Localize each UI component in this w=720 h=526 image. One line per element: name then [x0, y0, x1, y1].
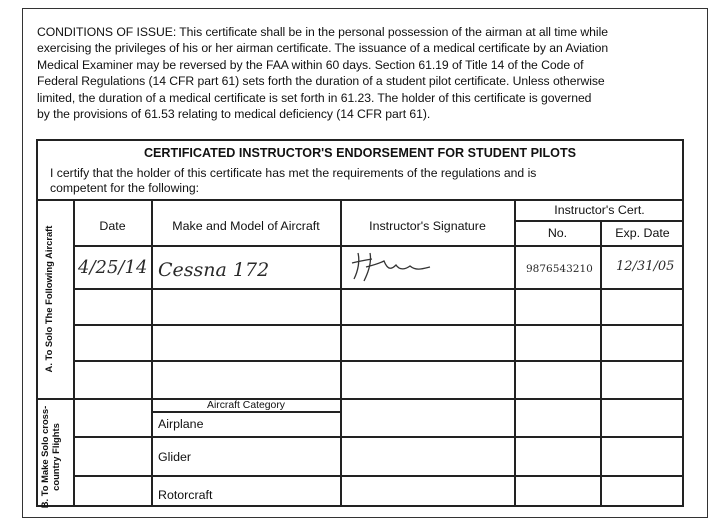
conditions-line: limited, the duration of a medical certificate is set forth in 61.23. The holder of this certificate is governed	[37, 90, 592, 105]
endorsement-title: CERTIFICATED INSTRUCTOR'S ENDORSEMENT FOR STUDENT PILOTS	[143, 146, 577, 160]
grid-line	[74, 436, 684, 438]
handwritten-aircraft: Cessna 172	[158, 259, 270, 281]
certify-line: competent for the following:	[50, 181, 200, 195]
column-header-signature: Instructor's Signature	[369, 219, 486, 233]
grid-line	[74, 475, 684, 477]
column-header-instructor-cert: Instructor's Cert.	[554, 203, 645, 217]
conditions-of-issue	[37, 24, 697, 122]
grid-line	[38, 199, 684, 201]
grid-line	[74, 288, 684, 290]
conditions-line: Medical Examiner may be reversed by the FAA within 60 days. Section 61.19 of Title 14 of the Code of	[37, 57, 584, 72]
instructor-signature-icon	[348, 249, 438, 285]
section-a-label: A. To Solo The Following Aircraft	[43, 225, 54, 373]
category-glider: Glider	[158, 450, 192, 464]
conditions-line: exercising the privileges of his or her airman certificate. The issuance of a medical certificate by an Aviation	[37, 41, 609, 56]
column-header-exp-date: Exp. Date	[615, 226, 670, 240]
endorsement-box	[36, 139, 684, 507]
handwritten-cert-no: 9876543210	[526, 263, 593, 275]
certify-line: I certify that the holder of this certificate has met the requirements of the regulations and is	[50, 166, 537, 180]
conditions-line: CONDITIONS OF ISSUE: This certificate shall be in the personal possession of the airman at all time while	[37, 25, 608, 39]
column-header-make-model: Make and Model of Aircraft	[172, 219, 320, 233]
column-header-cert-no: No.	[547, 226, 568, 240]
grid-line	[152, 411, 340, 413]
grid-line	[340, 199, 342, 507]
grid-line	[74, 245, 684, 247]
conditions-line: Federal Regulations (14 CFR part 61) sets forth the duration of a student pilot certificate. Unless otherwise	[37, 74, 605, 89]
grid-line	[73, 199, 75, 507]
grid-line	[74, 360, 684, 362]
grid-line	[600, 220, 602, 507]
grid-line	[38, 398, 684, 400]
handwritten-exp-date: 12/31/05	[616, 259, 675, 274]
certify-statement	[50, 166, 536, 196]
conditions-line: by the provisions of 61.53 relating to medical deficiency (14 CFR part 61).	[37, 107, 431, 122]
section-b-label: B. To Make Solo cross-country Flights	[39, 405, 61, 509]
handwritten-date: 4/25/14	[78, 257, 148, 278]
category-rotorcraft: Rotorcraft	[158, 488, 213, 502]
column-header-date: Date	[99, 219, 126, 233]
aircraft-category-label: Aircraft Category	[207, 400, 285, 411]
grid-line	[514, 220, 684, 222]
grid-line	[151, 199, 153, 507]
category-airplane: Airplane	[158, 417, 204, 431]
grid-line	[514, 199, 516, 507]
grid-line	[74, 324, 684, 326]
